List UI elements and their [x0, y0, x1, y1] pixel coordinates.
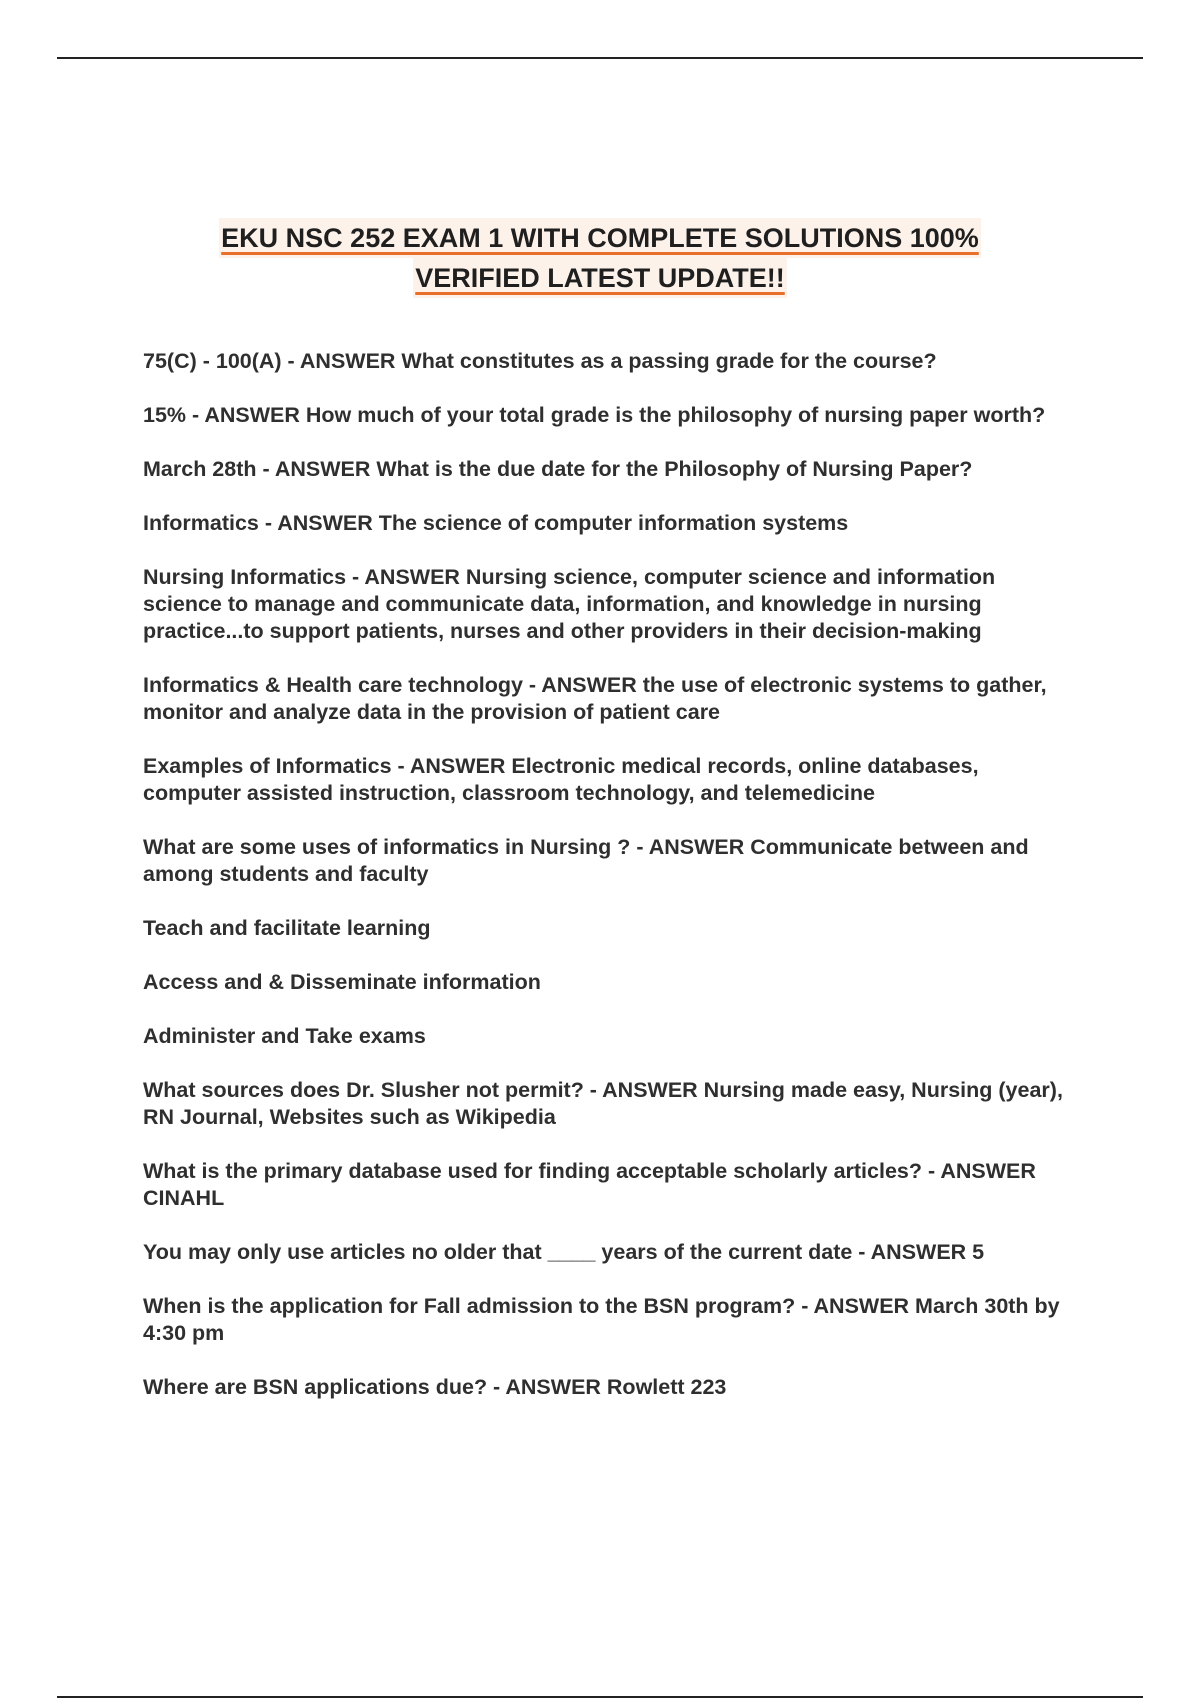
- qa-item: When is the application for Fall admission to the BSN program? - ANSWER March 30th by 4:30 pm: [143, 1294, 1060, 1345]
- top-divider: [57, 57, 1143, 59]
- qa-item: 15% - ANSWER How much of your total grade is the philosophy of nursing paper worth?: [143, 403, 1046, 427]
- qa-item: Informatics & Health care technology - ANSWER the use of electronic systems to gather, monitor and analyze data in the provision of patient care: [143, 673, 1047, 724]
- bottom-divider: [57, 1696, 1143, 1698]
- qa-item: What sources does Dr. Slusher not permit? - ANSWER Nursing made easy, Nursing (year), RN Journal, Websites such as Wikipedia: [143, 1078, 1063, 1129]
- qa-item: Where are BSN applications due? - ANSWER Rowlett 223: [143, 1375, 727, 1399]
- qa-item: What are some uses of informatics in Nursing ? - ANSWER Communicate between and among students and faculty: [143, 835, 1029, 886]
- qa-item: March 28th - ANSWER What is the due date for the Philosophy of Nursing Paper?: [143, 457, 973, 481]
- qa-item: Examples of Informatics - ANSWER Electronic medical records, online databases, computer assisted instruction, classroom technology, and telemedicine: [143, 754, 979, 805]
- qa-item: Informatics - ANSWER The science of computer information systems: [143, 511, 849, 535]
- qa-item: You may only use articles no older that ____ years of the current date - ANSWER 5: [143, 1240, 985, 1264]
- qa-item: Nursing Informatics - ANSWER Nursing science, computer science and information science to manage and communicate data, information, and knowledge in nursing practice...to support patients, nurses and other providers in their decision-making: [143, 565, 996, 643]
- document-title: [100, 218, 1100, 298]
- qa-item: Teach and facilitate learning: [143, 916, 431, 940]
- qa-item: Administer and Take exams: [143, 1024, 426, 1048]
- qa-item: 75(C) - 100(A) - ANSWER What constitutes as a passing grade for the course?: [143, 349, 937, 373]
- title-line-2: VERIFIED LATEST UPDATE!!: [413, 258, 787, 298]
- qa-item: What is the primary database used for finding acceptable scholarly articles? - ANSWER CINAHL: [143, 1159, 1036, 1210]
- title-line-1: EKU NSC 252 EXAM 1 WITH COMPLETE SOLUTIONS 100%: [219, 218, 981, 258]
- qa-list: [143, 348, 1068, 1428]
- qa-item: Access and & Disseminate information: [143, 970, 541, 994]
